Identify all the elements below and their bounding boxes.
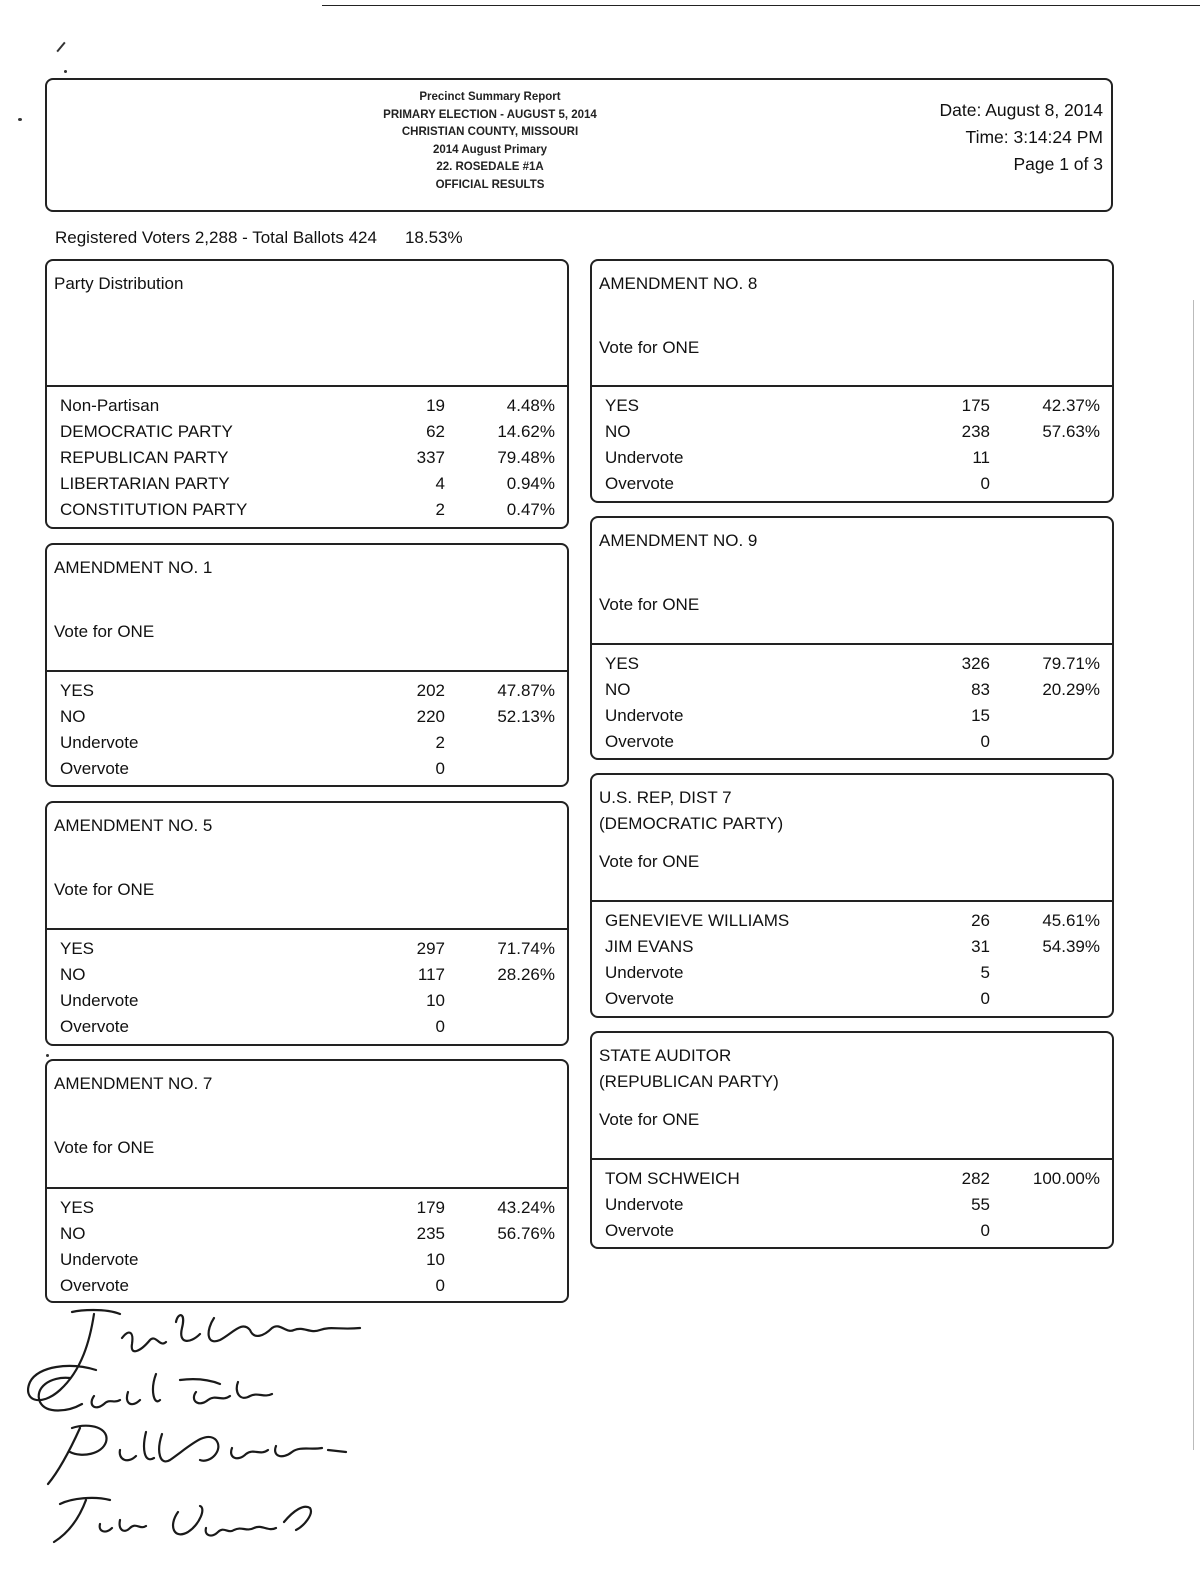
vote-count: 175 [961,396,990,415]
turnout-percent: 18.53% [404,228,463,247]
vote-percent: 47.87% [497,681,555,700]
table-row [47,1221,567,1247]
vote-percent: 79.71% [1042,654,1100,673]
vote-for-label: Vote for ONE [54,880,155,899]
choice-name: Undervote [605,448,684,467]
vote-percent: 14.62% [497,422,555,441]
vote-percent: 43.24% [497,1198,555,1217]
vote-count: 4 [435,474,445,493]
choice-name: CONSTITUTION PARTY [60,500,248,519]
table-row [47,678,567,704]
contest-title: AMENDMENT NO. 5 [54,816,213,835]
vote-for-label: Vote for ONE [54,622,155,641]
vote-count: 220 [416,707,445,726]
amendment-8-box [590,259,1114,503]
table-row [47,471,567,497]
table-row [47,1014,567,1040]
choice-name: TOM SCHWEICH [605,1169,740,1188]
report-date: Date: August 8, 2014 [939,100,1103,120]
contest-header [47,545,567,672]
choice-name: YES [60,681,95,700]
vote-count: 0 [980,1221,990,1240]
table-row [592,419,1112,445]
table-row [592,393,1112,419]
contest-party: (DEMOCRATIC PARTY) [599,814,784,833]
choice-name: NO [605,422,631,441]
page-number: Page 1 of 3 [1013,154,1103,174]
vote-for-label: Vote for ONE [599,852,700,871]
vote-count: 83 [971,680,990,699]
signature-3 [48,1426,346,1484]
choice-name: Overvote [605,1221,674,1240]
choice-name: Overvote [605,732,674,751]
choice-name: NO [605,680,631,699]
contest-title: AMENDMENT NO. 1 [54,558,213,577]
contest-header [592,1033,1112,1160]
party-distribution-box [45,259,569,529]
table-row [47,393,567,419]
choice-name: REPUBLICAN PARTY [60,448,229,467]
vote-percent: 42.37% [1042,396,1100,415]
table-row [47,445,567,471]
choice-name: Undervote [605,963,684,982]
choice-name: YES [60,1198,95,1217]
report-meta [940,97,1103,178]
signature-2 [39,1374,272,1411]
vote-count: 5 [980,963,990,982]
table-row [592,986,1112,1012]
vote-percent: 28.26% [497,965,555,984]
contest-title: Party Distribution [54,274,184,293]
table-row [592,471,1112,497]
table-row [47,1195,567,1221]
choice-name: Overvote [60,1276,129,1295]
contest-rows [592,387,1112,497]
vote-percent: 20.29% [1042,680,1100,699]
table-row [47,936,567,962]
election-name: PRIMARY ELECTION - AUGUST 5, 2014 [383,108,597,121]
precinct-name: 22. ROSEDALE #1A [436,161,544,173]
vote-count: 235 [416,1224,445,1243]
table-row [592,445,1112,471]
contest-rows [47,387,567,523]
table-row [592,1218,1112,1244]
contest-rows [47,930,567,1040]
choice-name: DEMOCRATIC PARTY [60,422,233,441]
choice-name: Undervote [605,1195,684,1214]
signature-1 [28,1310,360,1400]
table-row [47,988,567,1014]
contest-rows [592,902,1112,1012]
amendment-9-box [590,516,1114,760]
vote-count: 326 [961,654,990,673]
vote-count: 31 [971,937,990,956]
contest-title: AMENDMENT NO. 7 [54,1074,213,1093]
table-row [47,497,567,523]
table-row [592,703,1112,729]
contest-rows [592,645,1112,755]
us-rep-dist-7-box [590,773,1114,1018]
vote-percent: 54.39% [1042,937,1100,956]
vote-count: 10 [426,991,445,1010]
table-row [47,1273,567,1299]
choice-name: NO [60,707,86,726]
vote-count: 2 [435,500,445,519]
choice-name: Overvote [605,989,674,1008]
signatures [10,1300,410,1560]
choice-name: NO [60,1224,86,1243]
vote-count: 11 [972,448,990,467]
amendment-1-box [45,543,569,787]
vote-count: 19 [426,396,445,415]
vote-count: 117 [417,965,445,984]
scan-mark [46,1054,49,1057]
vote-count: 179 [416,1198,445,1217]
vote-percent: 45.61% [1042,911,1100,930]
scan-right-edge [1193,300,1194,1450]
vote-count: 0 [435,1276,445,1295]
vote-percent: 71.74% [497,939,555,958]
vote-count: 297 [416,939,445,958]
vote-for-label: Vote for ONE [599,595,700,614]
vote-percent: 79.48% [497,448,555,467]
choice-name: Overvote [605,474,674,493]
vote-count: 26 [971,911,990,930]
contest-header [592,775,1112,902]
vote-percent: 100.00% [1032,1169,1100,1188]
table-row [592,1192,1112,1218]
choice-name: Undervote [605,706,684,725]
vote-count: 238 [961,422,990,441]
table-row [592,960,1112,986]
vote-count: 202 [416,681,445,700]
vote-for-label: Vote for ONE [54,1138,155,1157]
contest-rows [47,672,567,782]
results-status: OFFICIAL RESULTS [435,178,545,191]
table-row [47,704,567,730]
vote-count: 0 [435,759,445,778]
choice-name: NO [60,965,86,984]
signature-4 [54,1498,311,1542]
choice-name: Overvote [60,759,129,778]
contest-title: U.S. REP, DIST 7 [599,788,732,807]
turnout-summary [55,228,463,248]
registered-voters-text: Registered Voters 2,288 - Total Ballots 424 [55,228,377,247]
contest-header [47,803,567,930]
choice-name: JIM EVANS [605,937,694,956]
vote-count: 0 [980,474,990,493]
choice-name: YES [60,939,95,958]
table-row [592,729,1112,755]
contest-title: STATE AUDITOR [599,1046,732,1065]
vote-count: 0 [980,732,990,751]
scan-mark [56,42,65,52]
choice-name: YES [605,396,640,415]
vote-count: 55 [971,1195,990,1214]
vote-count: 62 [426,422,445,441]
amendment-5-box [45,801,569,1046]
choice-name: YES [605,654,640,673]
vote-percent: 57.63% [1042,422,1100,441]
vote-count: 0 [980,989,990,1008]
contest-header [592,261,1112,387]
vote-percent: 0.94% [506,474,555,493]
contest-title: AMENDMENT NO. 8 [599,274,758,293]
table-row [592,651,1112,677]
choice-name: Overvote [60,1017,129,1036]
choice-name: Non-Partisan [60,396,160,415]
choice-name: LIBERTARIAN PARTY [60,474,230,493]
primary-name: 2014 August Primary [433,143,547,156]
table-row [47,756,567,782]
vote-count: 15 [971,706,990,725]
vote-percent: 56.76% [497,1224,555,1243]
contest-party: (REPUBLICAN PARTY) [599,1072,779,1091]
table-row [592,677,1112,703]
report-title: Precinct Summary Report [419,91,561,103]
table-row [592,934,1112,960]
vote-percent: 4.48% [506,396,555,415]
contest-header [47,1061,567,1189]
contest-rows [47,1189,567,1299]
vote-percent: 0.47% [506,500,555,519]
report-time: Time: 3:14:24 PM [965,127,1103,147]
report-header [45,78,1113,212]
vote-count: 10 [426,1250,445,1269]
choice-name: Undervote [60,1250,139,1269]
amendment-7-box [45,1059,569,1303]
report-header-titles [347,89,633,194]
table-row [592,908,1112,934]
choice-name: Undervote [60,991,139,1010]
vote-count: 0 [435,1017,445,1036]
scan-top-line [322,5,1200,6]
contest-header [592,518,1112,645]
contest-rows [592,1160,1112,1244]
vote-count: 337 [416,448,445,467]
vote-for-label: Vote for ONE [599,338,700,357]
contest-title: AMENDMENT NO. 9 [599,531,758,550]
table-row [47,419,567,445]
vote-count: 282 [961,1169,990,1188]
vote-count: 2 [435,733,445,752]
scan-mark [64,70,67,73]
scan-mark [18,118,22,121]
vote-percent: 52.13% [497,707,555,726]
table-row [592,1166,1112,1192]
state-auditor-box [590,1031,1114,1249]
table-row [47,1247,567,1273]
contest-header [47,261,567,387]
vote-for-label: Vote for ONE [599,1110,700,1129]
table-row [47,962,567,988]
choice-name: GENEVIEVE WILLIAMS [605,911,790,930]
table-row [47,730,567,756]
choice-name: Undervote [60,733,139,752]
county-name: CHRISTIAN COUNTY, MISSOURI [401,126,579,138]
